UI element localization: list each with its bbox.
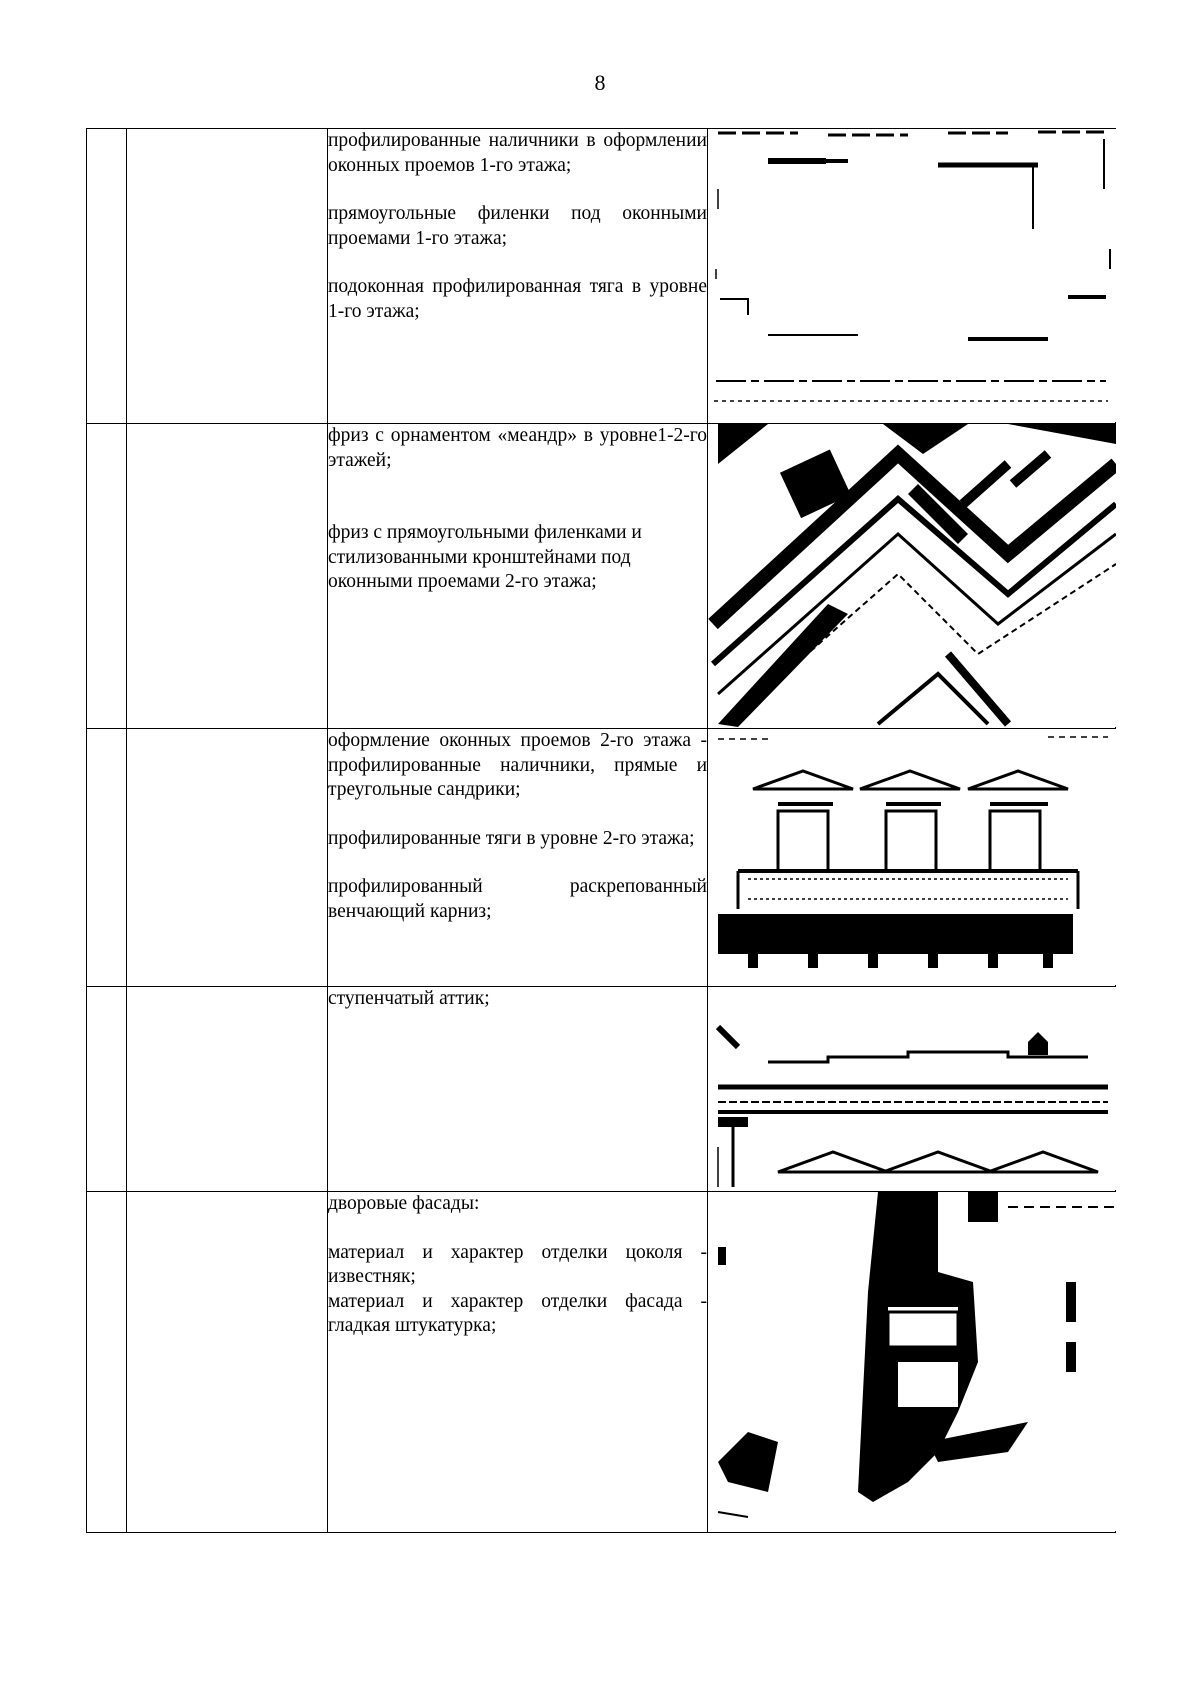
description-item: дворовые фасады:	[328, 1193, 480, 1214]
photo-cell	[708, 987, 1116, 1192]
stepped-attic-photo	[708, 987, 1116, 1190]
table-row	[87, 729, 1116, 987]
description-item: подоконная профилированная тяга в уровне 1-го этажа;	[328, 276, 707, 322]
number-cell	[87, 729, 127, 987]
page-number: 8	[594, 70, 606, 95]
description-item: фриз с орнаментом «меандр» в уровне1-2-го этажей;	[328, 425, 707, 471]
description-item: прямоугольные филенки под оконными проемами 1-го этажа;	[328, 203, 707, 249]
object-cell	[127, 1192, 328, 1533]
description-cell	[328, 729, 708, 987]
description-item: профилированный раскрепованный венчающий карниз;	[328, 876, 707, 922]
number-cell	[87, 129, 127, 424]
photo-cell	[708, 1192, 1116, 1533]
table-row	[87, 129, 1116, 424]
description-item: профилированные наличники в оформлении оконных проемов 1-го этажа;	[328, 130, 707, 176]
number-cell	[87, 987, 127, 1192]
photo-cell	[708, 729, 1116, 987]
object-cell	[127, 129, 328, 424]
object-cell	[127, 424, 328, 729]
description-item: материал и характер отделки фасада - гладкая штукатурка;	[328, 1290, 707, 1336]
description-cell	[328, 424, 708, 729]
balcony-windows-photo	[708, 729, 1116, 985]
elements-table	[86, 128, 1116, 1533]
description-cell	[328, 129, 708, 424]
meander-frieze-photo	[708, 424, 1116, 727]
description-item: фриз с прямоугольными филенками и стилизованными кронштейнами под оконными проемами 2-го этажа;	[328, 522, 642, 592]
photo-cell	[708, 129, 1116, 424]
description-item: материал и характер отделки цоколя - известняк;	[328, 1241, 707, 1287]
description-item: ступенчатый аттик;	[328, 988, 490, 1009]
object-cell	[127, 729, 328, 987]
window-surround-photo	[708, 129, 1116, 422]
table-row	[87, 987, 1116, 1192]
object-cell	[127, 987, 328, 1192]
description-cell	[328, 1192, 708, 1533]
description-item: профилированные тяги в уровне 2-го этажа;	[328, 827, 695, 849]
description-cell	[328, 987, 708, 1192]
photo-cell	[708, 424, 1116, 729]
number-cell	[87, 1192, 127, 1533]
courtyard-facade-photo	[708, 1192, 1116, 1531]
description-item: оформление оконных проемов 2-го этажа - профилированные наличники, прямые и треугольные сандрики;	[328, 730, 707, 800]
table-row	[87, 424, 1116, 729]
table-row	[87, 1192, 1116, 1533]
number-cell	[87, 424, 127, 729]
